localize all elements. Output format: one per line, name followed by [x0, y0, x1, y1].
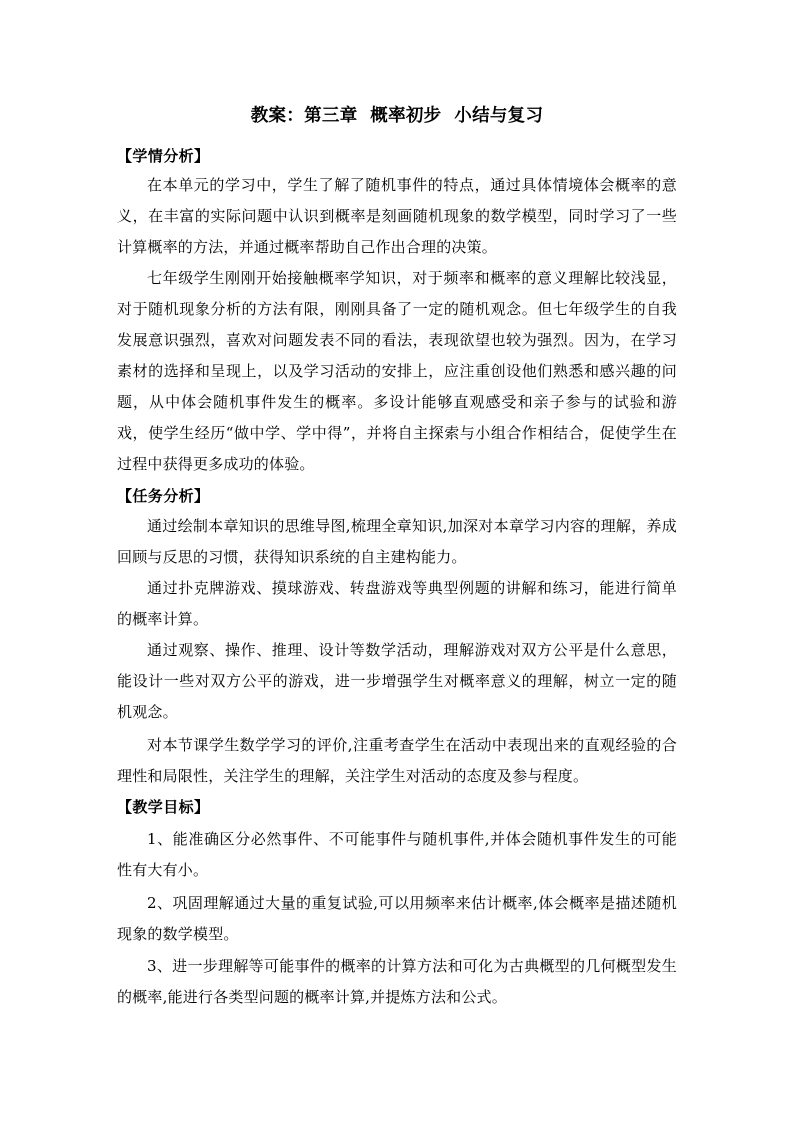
paragraph: 在本单元的学习中，学生了解了随机事件的特点，通过具体情境体会概率的意义，在丰富的实际问题中认识到概率是刻画随机现象的数学模型，同时学习了一些计算概率的方法，并通过概率帮助自己作出合理的决策。 [117, 176, 677, 256]
section-heading-task-analysis: 【任务分析】 [117, 487, 210, 505]
paragraph: 3、进一步理解等可能事件的概率的计算方法和可化为古典概型的几何概型发生的概率,能进行各类型问题的概率计算,并提炼方法和公式。 [117, 957, 677, 1006]
section-heading-teaching-objectives: 【教学目标】 [117, 798, 210, 816]
paragraph: 通过观察、操作、推理、设计等数学活动，理解游戏对双方公平是什么意思，能设计一些对双方公平的游戏，进一步增强学生对概率意义的理解，树立一定的随机观念。 [117, 641, 677, 721]
paragraph: 对本节课学生数学学习的评价,注重考查学生在活动中表现出来的直观经验的合理性和局限性，关注学生的理解，关注学生对活动的态度及参与程度。 [117, 736, 677, 785]
paragraph: 七年级学生刚刚开始接触概率学知识，对于频率和概率的意义理解比较浅显，对于随机现象分析的方法有限，刚刚具备了一定的随机观念。但七年级学生的自我发展意识强烈，喜欢对问题发表不同的看法，表现欲望也较为强烈。因为，在学习素材的选择和呈现上，以及学习活动的安排上，应注重创设他们熟悉和感兴趣的问题，从中体会随机事件发生的概率。多设计能够直观感受和亲子参与的试验和游戏，使学生经历“做中学、学中得”，并将自主探索与小组合作相结合，促使学生在过程中获得更多成功的体验。 [117, 269, 677, 473]
paragraph: 通过扑克牌游戏、摸球游戏、转盘游戏等典型例题的讲解和练习，能进行简单的概率计算。 [117, 579, 677, 628]
document-title: 教案：第三章 概率初步 小结与复习 [250, 106, 544, 126]
paragraph: 2、巩固理解通过大量的重复试验,可以用频率来估计概率,体会概率是描述随机现象的数学模型。 [117, 894, 677, 943]
paragraph: 1、能准确区分必然事件、不可能事件与随机事件,并体会随机事件发生的可能性有大有小。 [117, 830, 677, 879]
paragraph: 通过绘制本章知识的思维导图,梳理全章知识,加深对本章学习内容的理解，养成回顾与反思的习惯，获得知识系统的自主建构能力。 [117, 517, 677, 566]
section-heading-learning-analysis: 【学情分析】 [117, 147, 210, 165]
